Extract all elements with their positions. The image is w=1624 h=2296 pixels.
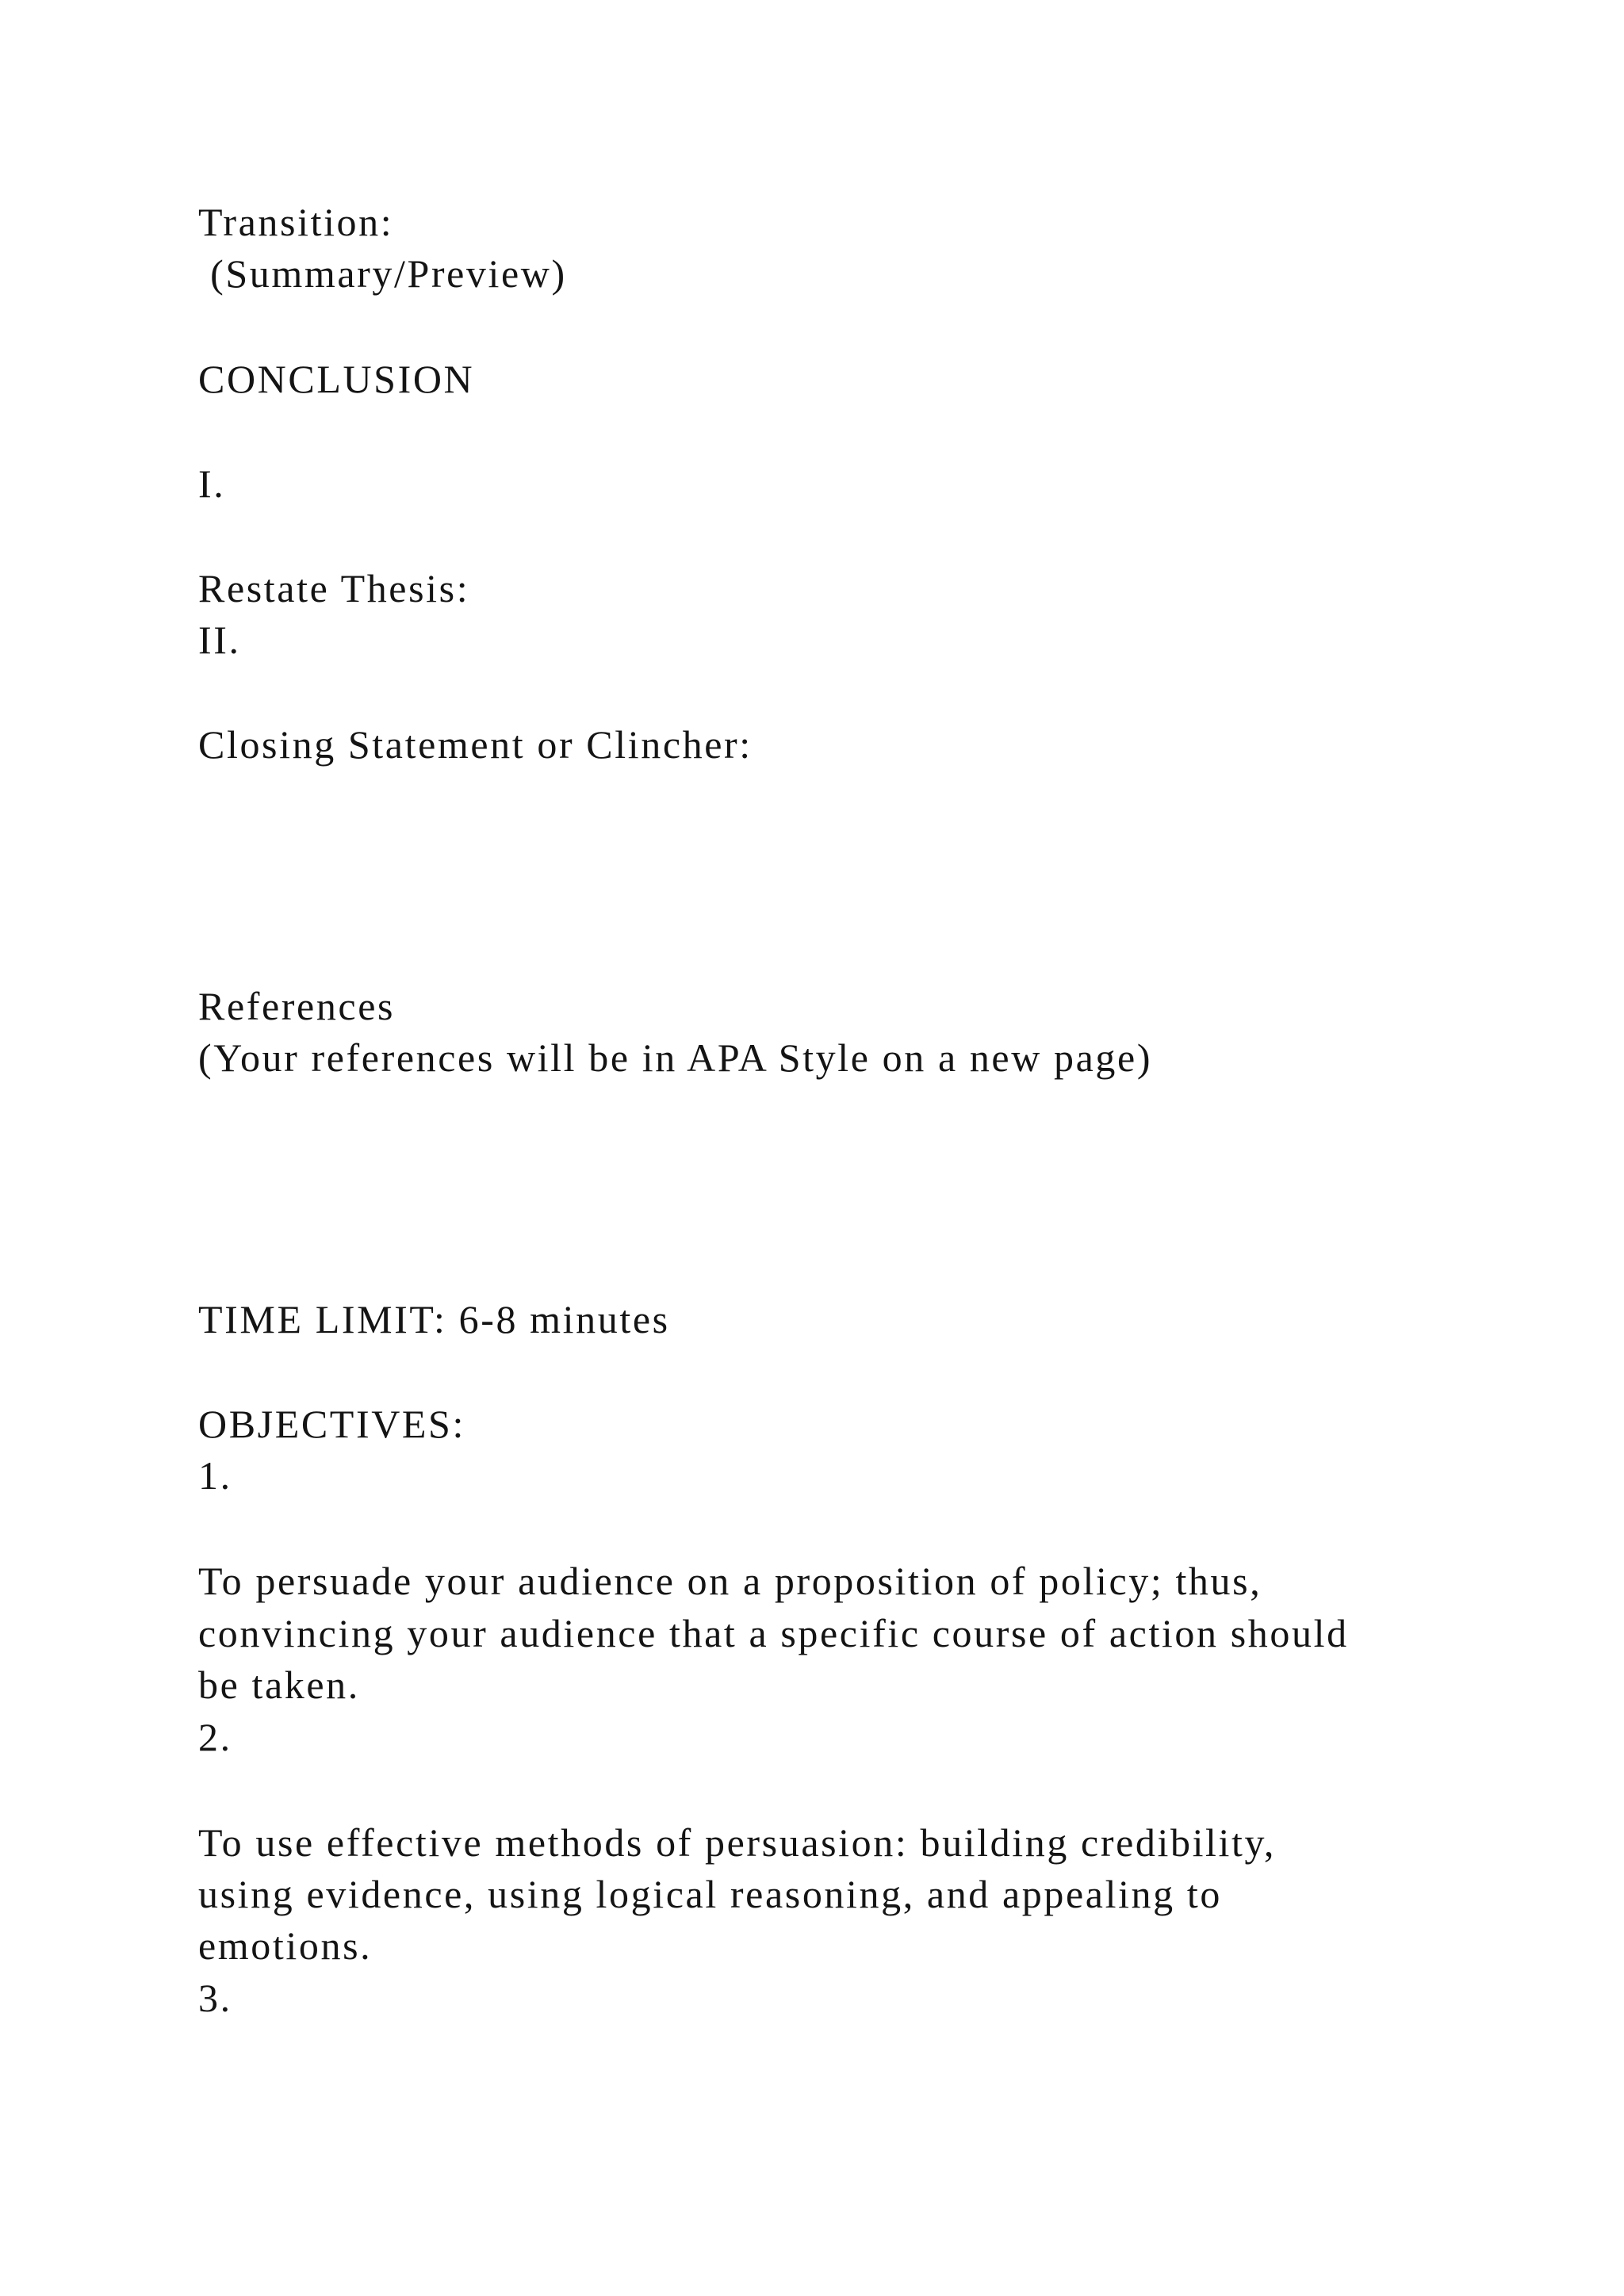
transition-note: (Summary/Preview) bbox=[198, 251, 567, 296]
closing-statement-label: Closing Statement or Clincher: bbox=[198, 722, 753, 767]
objective-2-line: emotions. bbox=[198, 1923, 373, 1968]
references-heading: References bbox=[198, 984, 396, 1028]
objective-3-marker: 3. bbox=[198, 1976, 232, 2020]
conclusion-item-2-marker: II. bbox=[198, 618, 241, 662]
restate-thesis-label: Restate Thesis: bbox=[198, 566, 470, 610]
objective-2-line: using evidence, using logical reasoning, and appealing to bbox=[198, 1872, 1222, 1916]
transition-label: Transition: bbox=[198, 200, 394, 244]
time-limit: TIME LIMIT: 6-8 minutes bbox=[198, 1297, 670, 1341]
objective-1-line: To persuade your audience on a proposition of policy; thus, bbox=[198, 1559, 1262, 1603]
conclusion-heading: CONCLUSION bbox=[198, 357, 475, 401]
objective-2-line: To use effective methods of persuasion: building credibility, bbox=[198, 1820, 1276, 1865]
conclusion-item-1-marker: I. bbox=[198, 461, 226, 506]
objective-2-marker: 2. bbox=[198, 1715, 232, 1759]
objectives-heading: OBJECTIVES: bbox=[198, 1402, 465, 1446]
objective-1-line: convincing your audience that a specific course of action should bbox=[198, 1611, 1349, 1655]
references-note: (Your references will be in APA Style on a new page) bbox=[198, 1035, 1153, 1080]
objective-1-marker: 1. bbox=[198, 1453, 232, 1498]
objective-1-line: be taken. bbox=[198, 1663, 360, 1707]
